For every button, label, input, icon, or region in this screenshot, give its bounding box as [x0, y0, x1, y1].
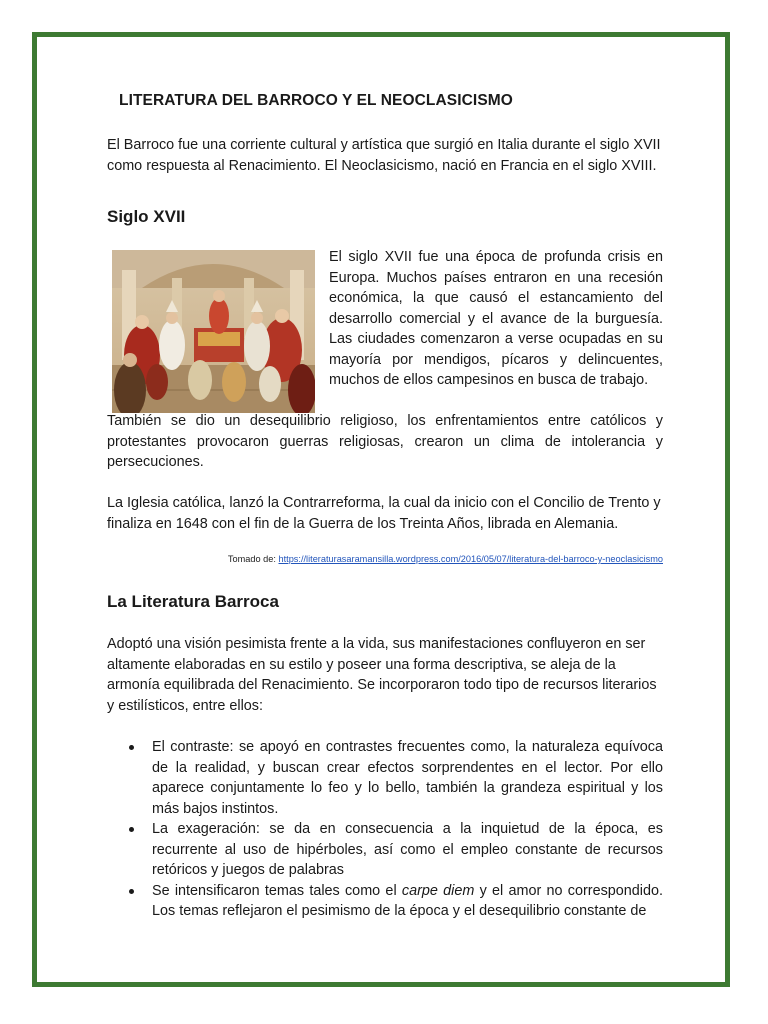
- resources-list: [107, 737, 663, 922]
- section-heading-siglo-xvii: Siglo XVII: [107, 207, 186, 226]
- list-item: [107, 819, 663, 881]
- bullet-icon: [129, 745, 134, 750]
- crisis-paragraph: El siglo XVII fue una época de profunda crisis en Europa. Muchos países entraron en una recesión económica, la que causó el estancamiento del desarrollo comercial y el avance de la burguesía. Las ciudades comenzaron a verse ocupadas en su mayoría por mendigos, pícaros y delincuentes, muchos de ellos campesinos en busca de trabajo.: [329, 249, 663, 388]
- intro-paragraph: El Barroco fue una corriente cultural y artística que surgió en Italia durante el siglo XVII como respuesta al Renacimiento. El Neoclasicismo, nació en Francia en el siglo XVIII.: [107, 137, 661, 174]
- list-item: [107, 881, 663, 922]
- document-page: [32, 32, 730, 987]
- bullet-icon: [129, 889, 134, 894]
- list-item-text-italic: carpe diem: [401, 882, 475, 899]
- counter-reformation-paragraph: La Iglesia católica, lanzó la Contrarreforma, la cual da inicio con el Concilio de Trento y finaliza en 1648 con el fin de la Guerra de los Treinta Años, librada en Alemania.: [107, 495, 661, 532]
- source-link[interactable]: https://literaturasaramansilla.wordpress.com/2016/05/07/literatura-del-barroco-y-neoclasicismo: [278, 554, 663, 564]
- bullet-icon: [129, 827, 134, 832]
- section-heading-literatura-barroca: La Literatura Barroca: [107, 592, 279, 611]
- list-item-text-end: y el amor no correspondido. Los temas reflejaron el pesimismo de la época y el desequilibrio constante de: [152, 882, 663, 919]
- religious-paragraph: También se dio un desequilibrio religioso, los enfrentamientos entre católicos y protestantes provocaron guerras religiosas, crearon un clima de intolerancia y persecuciones.: [107, 413, 663, 470]
- list-item: [107, 737, 663, 819]
- baroque-literature-paragraph: Adoptó una visión pesimista frente a la vida, sus manifestaciones confluyeron en ser altamente elaboradas en su estilo y poseer una forma descriptiva, se aleja de la armonía equilibrada del Renacimiento. Se incorporaron todo tipo de recursos literarios y estilísticos, entre ellos:: [107, 636, 657, 714]
- list-item-text-start: Se intensificaron temas tales como el: [152, 882, 402, 899]
- renaissance-council-painting: [112, 250, 315, 413]
- document-title: LITERATURA DEL BARROCO Y EL NEOCLASICISMO: [119, 92, 513, 109]
- list-item-text: La exageración: se da en consecuencia a la inquietud de la época, es recurrente al uso de hipérboles, así como el empleo constante de recursos retóricos y juegos de palabras: [152, 821, 663, 878]
- source-label: Tomado de:: [227, 554, 279, 564]
- list-item-text: El contraste: se apoyó en contrastes frecuentes como, la naturaleza equívoca de la realidad, y buscan crear efectos sorprendentes en el lector. Por ello aparece conjuntamente lo feo y lo bello, también la grandeza espiritual y los más bajos instintos.: [152, 739, 663, 817]
- source-citation: [107, 553, 663, 565]
